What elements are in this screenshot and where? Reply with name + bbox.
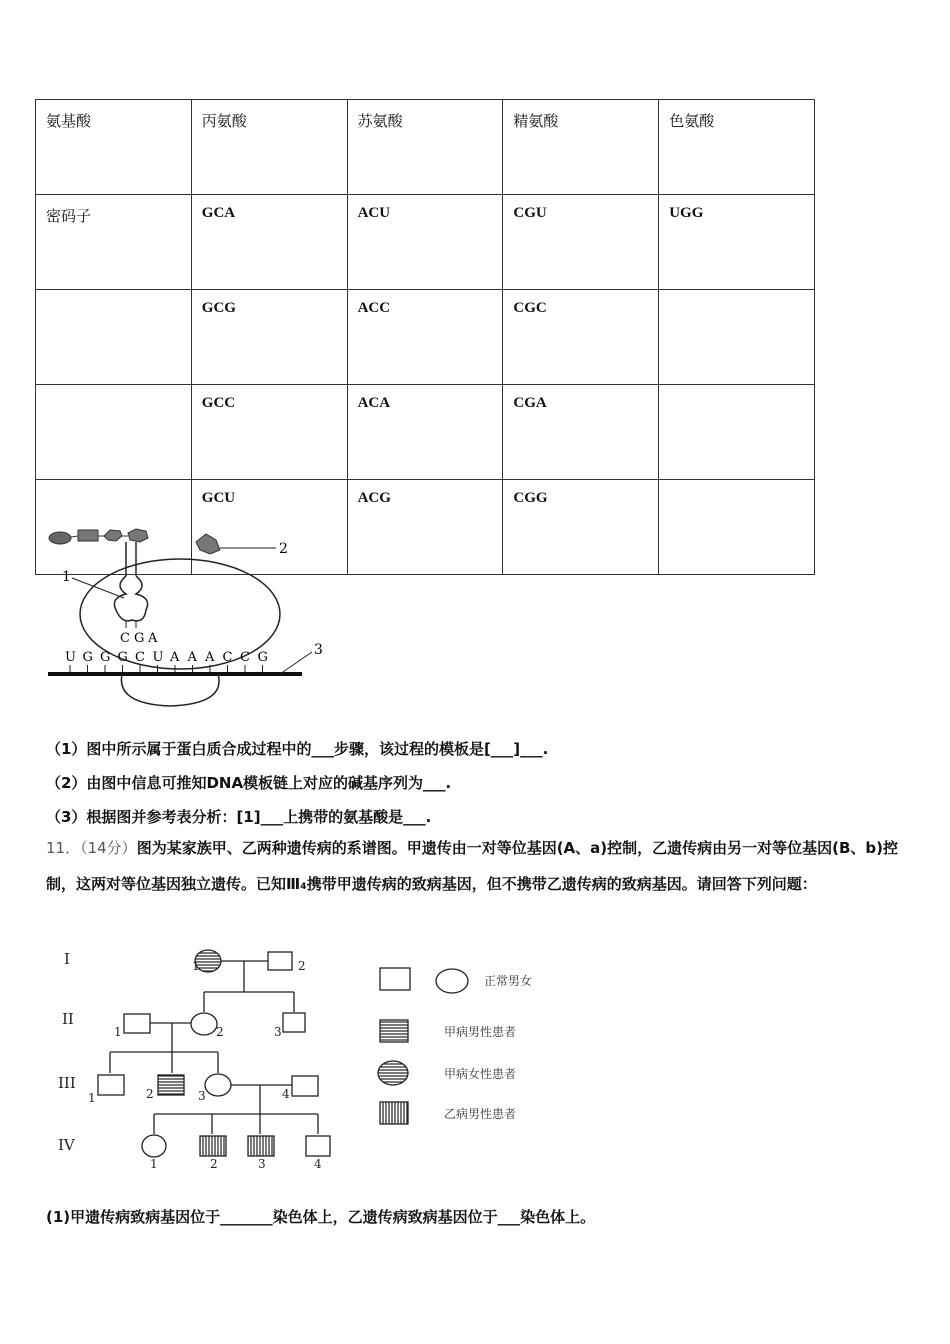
- individual-number: 3: [258, 1157, 266, 1171]
- anticodon-base: G: [134, 631, 145, 646]
- mrna-base: G: [82, 650, 93, 665]
- table-cell: 密码子: [36, 195, 192, 290]
- individual-number: 1: [114, 1025, 122, 1039]
- generation-label: III: [58, 1074, 76, 1092]
- mrna-base: G: [117, 650, 128, 665]
- pedigree-chart: [46, 940, 556, 1172]
- legend-label: 正常男女: [484, 974, 533, 988]
- individual-number: 4: [282, 1087, 290, 1101]
- legend-female-normal: [436, 969, 468, 993]
- pedigree-male-affected-yi: [200, 1136, 226, 1156]
- pedigree-male-affected-yi: [248, 1136, 274, 1156]
- trna: [114, 576, 147, 621]
- table-row: [36, 290, 815, 385]
- table-cell: GCA: [191, 195, 347, 290]
- mrna-base: G: [100, 650, 111, 665]
- question-10-3: （3）根据图并参考表分析：[1]___上携带的氨基酸是___.: [46, 808, 432, 826]
- table-header-row: [36, 100, 815, 195]
- mrna-base: C: [240, 650, 250, 665]
- ribosome-small-subunit: [121, 674, 219, 706]
- table-cell: GCG: [191, 290, 347, 385]
- pedigree-male-normal: [283, 1013, 305, 1032]
- legend-label: 乙病男性患者: [444, 1107, 517, 1121]
- individual-number: 2: [298, 959, 306, 973]
- mrna-base: C: [222, 650, 233, 665]
- legend-male-jia: [380, 1020, 408, 1042]
- table-row: [36, 385, 815, 480]
- individual-number: 2: [146, 1087, 154, 1101]
- question-number: 11．（14分）: [46, 839, 137, 857]
- pedigree-female-normal: [142, 1135, 166, 1157]
- anticodon-base: C: [120, 631, 130, 646]
- mrna-base: A: [170, 650, 180, 665]
- individual-number: 1: [150, 1157, 158, 1171]
- table-cell: ACU: [347, 195, 503, 290]
- individual-number: 2: [210, 1157, 218, 1171]
- pedigree-male-affected-jia: [158, 1075, 184, 1095]
- table-cell: ACG: [347, 480, 503, 575]
- legend-male-normal: [380, 968, 410, 990]
- individual-number: 1: [192, 959, 200, 973]
- mrna-base: C: [135, 650, 145, 665]
- table-cell: GCC: [191, 385, 347, 480]
- question-10-2: （2）由图中信息可推知DNA模板链上对应的碱基序列为___.: [46, 774, 452, 792]
- individual-number: 1: [88, 1091, 96, 1105]
- table-cell: [659, 290, 815, 385]
- legend-label: 甲病女性患者: [444, 1067, 517, 1081]
- table-cell: ACC: [347, 290, 503, 385]
- table-cell: [36, 385, 192, 480]
- mrna-base: A: [205, 650, 215, 665]
- label-3: 3: [314, 642, 323, 658]
- individual-number: 2: [216, 1025, 224, 1039]
- question-11: [46, 830, 912, 902]
- amino-acid-shape: [128, 529, 148, 542]
- individual-number: 4: [314, 1157, 322, 1171]
- table-cell: CGG: [503, 480, 659, 575]
- table-cell: [659, 385, 815, 480]
- pedigree-male-normal: [124, 1014, 150, 1033]
- table-row: [36, 195, 815, 290]
- table-cell: 色氨酸: [659, 100, 815, 195]
- pedigree-male-normal: [268, 952, 292, 970]
- pedigree-female-normal: [191, 1013, 217, 1035]
- table-cell: 丙氨酸: [191, 100, 347, 195]
- mrna-base: U: [152, 650, 164, 665]
- label-1: 1: [62, 569, 71, 585]
- table-cell: [659, 480, 815, 575]
- legend-female-jia: [378, 1061, 408, 1085]
- table-cell: GCU: [191, 480, 347, 575]
- label-2: 2: [279, 541, 288, 557]
- table-cell: CGA: [503, 385, 659, 480]
- question-11-1: (1)甲遗传病致病基因位于_______染色体上，乙遗传病致病基因位于___染色体上。: [46, 1208, 596, 1226]
- mrna-base: G: [257, 650, 268, 665]
- question-10-1: （1）图中所示属于蛋白质合成过程中的___步骤，该过程的模板是[___]___.: [46, 740, 549, 758]
- pedigree-male-normal: [292, 1076, 318, 1096]
- table-cell: UGG: [659, 195, 815, 290]
- table-cell: 精氨酸: [503, 100, 659, 195]
- mrna-bases: [65, 650, 268, 673]
- generation-label: IV: [58, 1136, 75, 1154]
- mrna-base: U: [65, 650, 76, 665]
- amino-acid-shape: [196, 534, 220, 554]
- table-cell: CGU: [503, 195, 659, 290]
- pedigree-female-normal: [205, 1074, 231, 1096]
- generation-label: I: [64, 950, 70, 968]
- translation-diagram: [40, 524, 340, 710]
- question-text: 图为某家族甲、乙两种遗传病的系谱图。甲遗传由一对等位基因(A、a)控制，乙遗传病由另一对等位基因(B、b)控制，这两对等位基因独立遗传。已知Ⅲ₄携带甲遗传病的致病基因，但不携带乙遗传病的致病基因。请回答下列问题：: [46, 839, 899, 893]
- legend-male-yi: [380, 1102, 408, 1124]
- legend-label: 甲病男性患者: [444, 1025, 517, 1039]
- mrna-base: A: [187, 650, 197, 665]
- pedigree-male-normal: [306, 1136, 330, 1156]
- anticodon-base: A: [148, 631, 158, 646]
- generation-label: II: [62, 1010, 74, 1028]
- table-cell: ACA: [347, 385, 503, 480]
- amino-acid-shape: [104, 530, 122, 541]
- codon-table: [35, 99, 815, 575]
- table-cell: [36, 290, 192, 385]
- amino-acid-shape: [49, 532, 71, 544]
- table-cell: 苏氨酸: [347, 100, 503, 195]
- amino-acid-shape: [78, 530, 98, 541]
- individual-number: 3: [198, 1089, 206, 1103]
- pedigree-male-normal: [98, 1075, 124, 1095]
- individual-number: 3: [274, 1025, 282, 1039]
- table-cell: CGC: [503, 290, 659, 385]
- table-cell: 氨基酸: [36, 100, 192, 195]
